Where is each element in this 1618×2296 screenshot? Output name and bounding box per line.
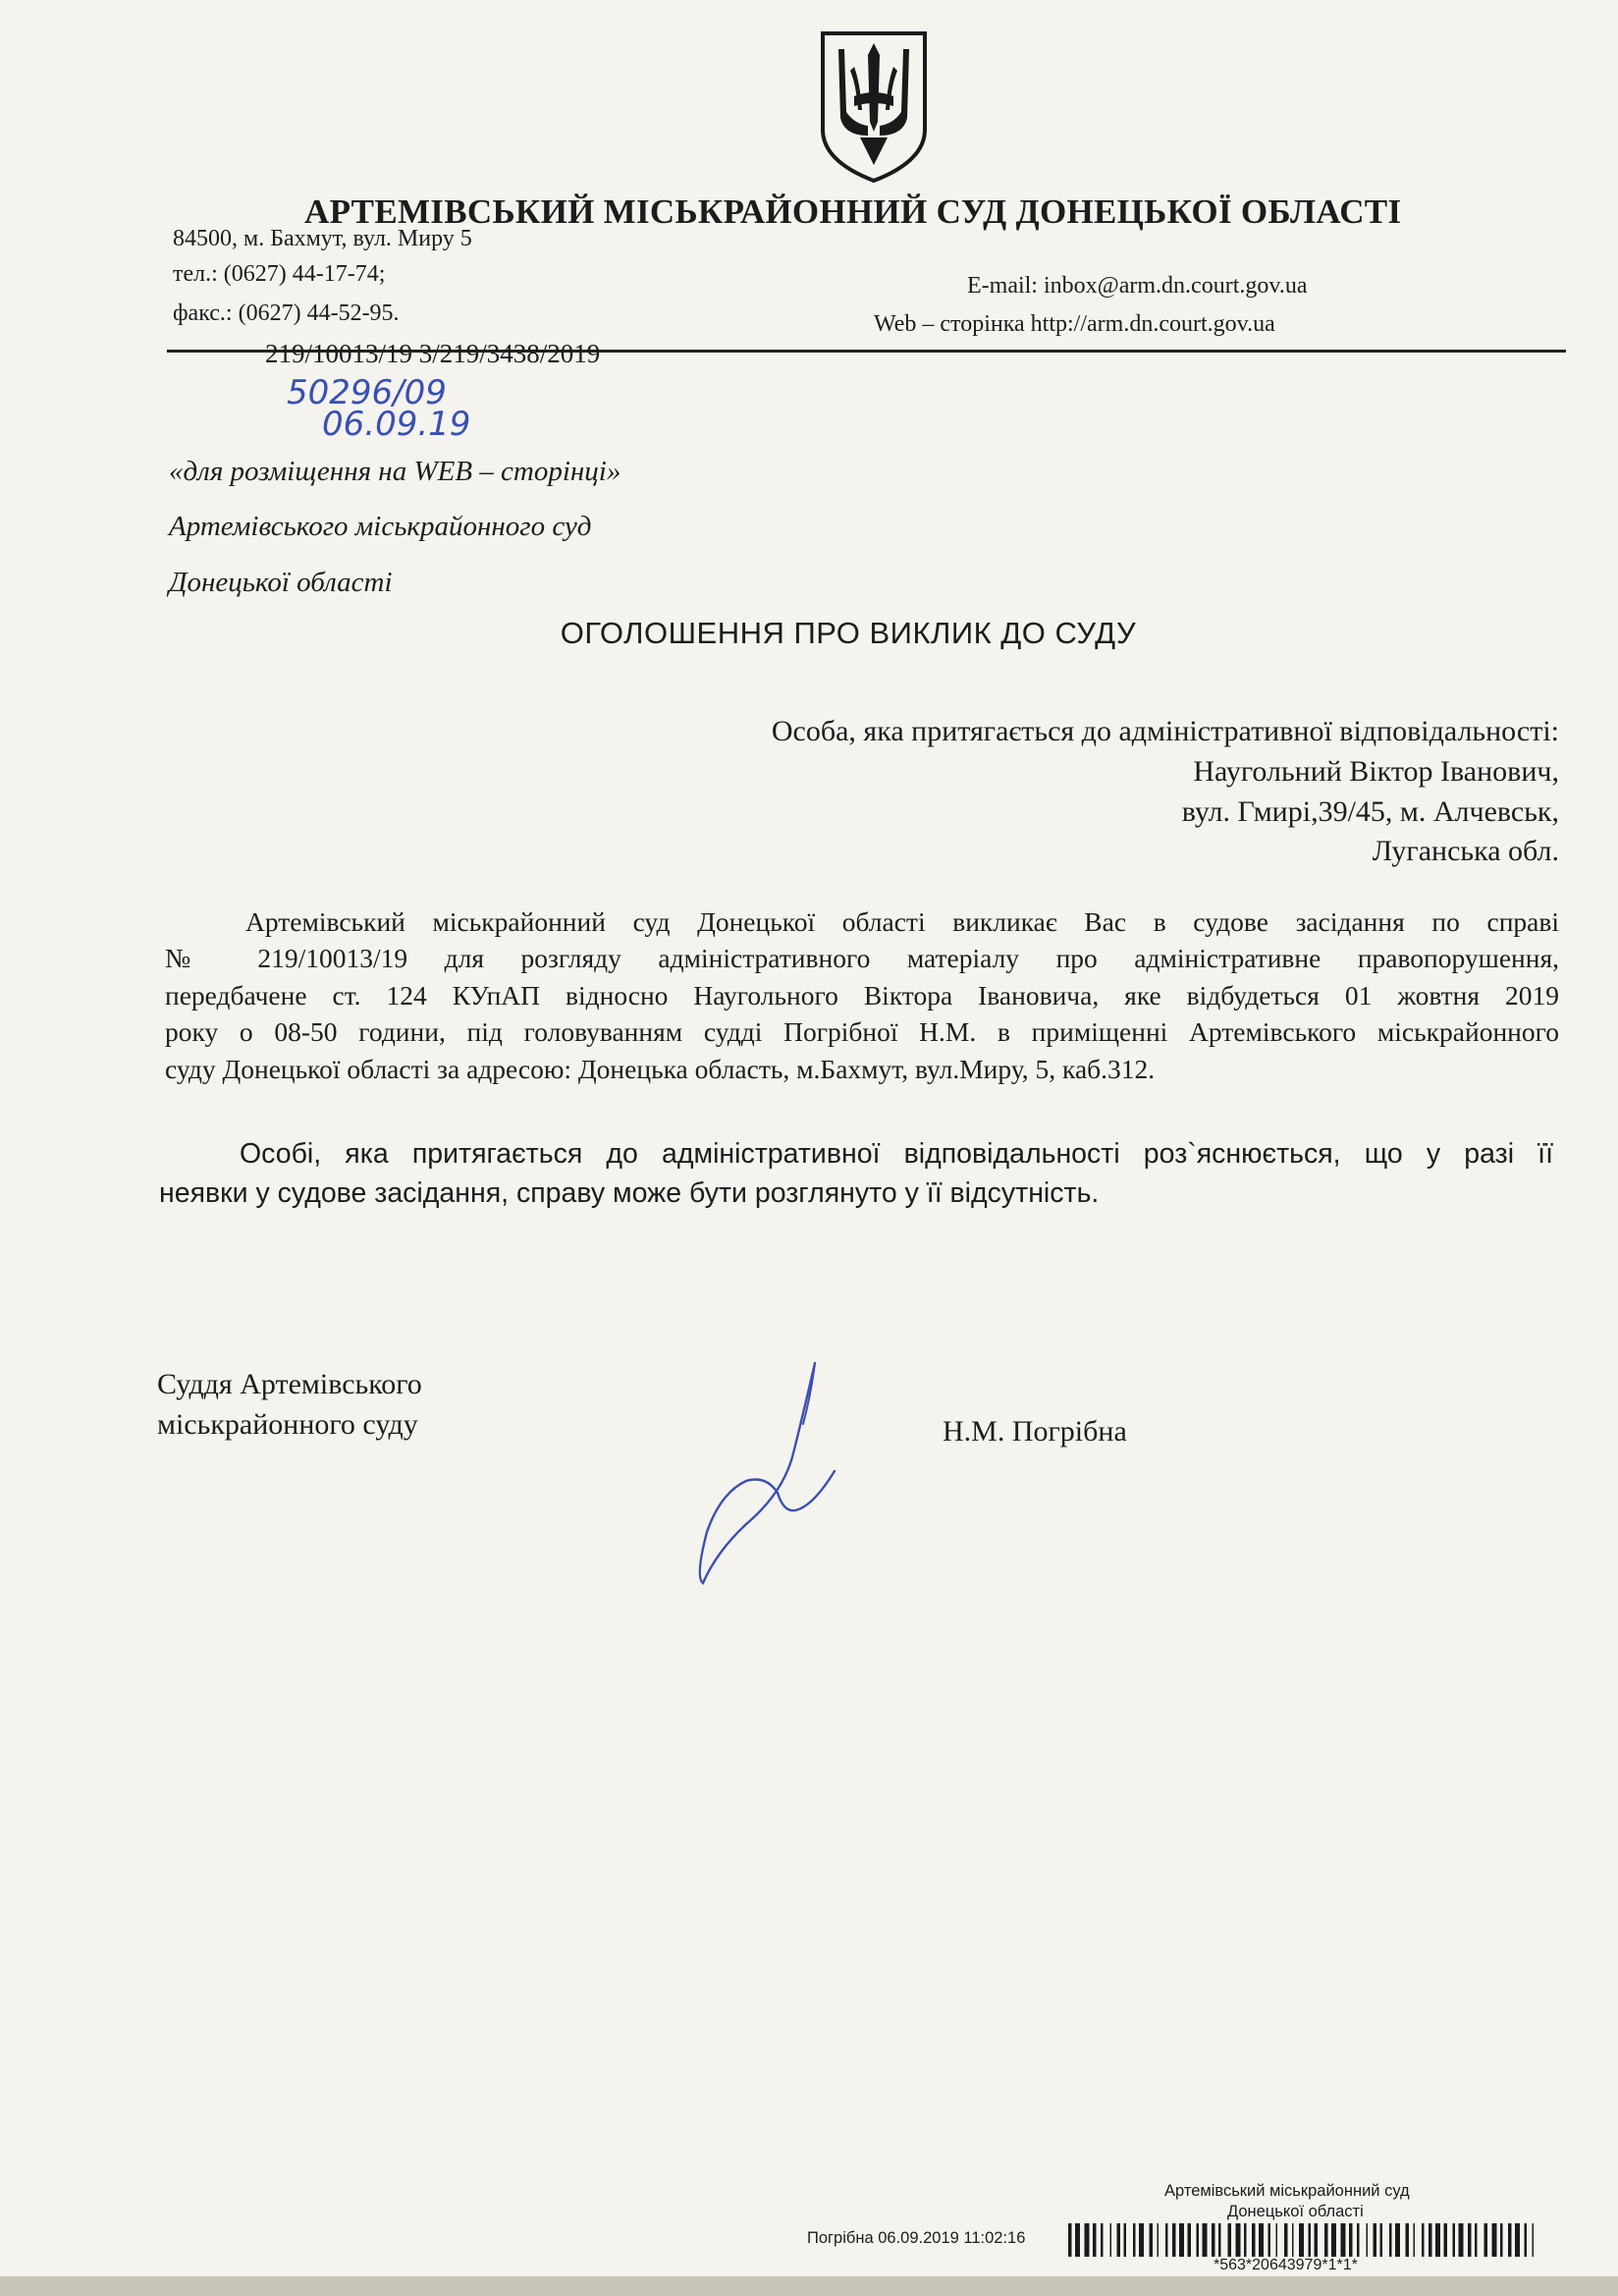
barcode-bar [1236,2223,1241,2257]
barcode-bar [1150,2223,1154,2257]
court-phone: тел.: (0627) 44-17-74; [173,261,386,287]
addressee-region: Луганська обл. [1372,835,1559,868]
judge-position [157,1365,422,1446]
stamp-region-line: Донецької області [1227,2203,1364,2220]
addressee-label: Особа, яка притягається до адміністративної відповідальності: [771,715,1559,747]
paragraph-line: суду Донецької області за адресою: Донецька область, м.Бахмут, вул.Миру, 5, каб.312. [165,1053,1156,1084]
barcode-bar [1158,2223,1160,2257]
paragraph-line: № 219/10013/19 для розгляду адміністративного матеріалу про адміністративне правопорушення, [165,943,1559,974]
paragraph-line: року о 08-50 години, під головуванням судді Погрібної Н.М. в приміщенні Артемівського міськрайонного [165,1016,1559,1048]
barcode-bar [1172,2223,1176,2257]
barcode-bar [1252,2223,1256,2257]
barcode-bar [1284,2223,1288,2257]
barcode-bar [1093,2223,1097,2257]
barcode-bar [1117,2223,1121,2257]
barcode-bar [1292,2223,1294,2257]
judge-position-line: Суддя Артемівського [157,1368,422,1400]
barcode-bar [1085,2223,1090,2257]
barcode-number: *563*20643979*1*1* [1214,2257,1358,2273]
barcode-bar [1212,2223,1215,2257]
paragraph-line: неявки у судове засідання, справу може бути розглянуто у її відсутність. [159,1177,1100,1210]
barcode-bar [1349,2223,1353,2257]
paragraph-line: Особі, яка притягається до адміністративної відповідальності роз`яснюється, що у разі її [240,1138,1553,1170]
barcode-bar [1374,2223,1377,2257]
barcode-bar [1357,2223,1360,2257]
barcode-icon [1068,2223,1541,2257]
barcode-bar [1331,2223,1336,2257]
barcode-bar [1484,2223,1488,2257]
barcode-bar [1299,2223,1304,2257]
paragraph-line: передбачене ст. 124 КУпАП відносно Наугольного Віктора Івановича, яке відбудеться 01 жовтня 2019 [165,979,1559,1011]
barcode-bar [1075,2223,1080,2257]
addressee-name: Наугольний Віктор Іванович, [1193,754,1559,788]
handwritten-signature [687,1355,844,1591]
barcode-bar [1179,2223,1184,2257]
barcode-bar [1315,2223,1319,2257]
barcode-bar [1268,2223,1271,2257]
barcode-bar [1228,2223,1232,2257]
barcode-bar [1341,2223,1346,2257]
stamp-registration-info: Погрібна 06.09.2019 11:02:16 [807,2229,1026,2247]
judge-position-line: міськрайонного суду [157,1407,418,1441]
barcode-bar [1435,2223,1440,2257]
barcode-bar [1429,2223,1432,2257]
barcode-bar [1203,2223,1208,2257]
barcode-bar [1525,2223,1528,2257]
barcode-bar [1197,2223,1200,2257]
court-website[interactable]: Web – сторінка http://arm.dn.court.gov.ua [874,311,1275,337]
addressee-block [772,712,1559,872]
barcode-bar [1133,2223,1136,2257]
barcode-bar [1276,2223,1278,2257]
court-address: 84500, м. Бахмут, вул. Миру 5 [173,226,472,251]
notice-title: ОГОЛОШЕННЯ ПРО ВИКЛИК ДО СУДУ [560,616,1137,650]
handwritten-registration-date: 06.09.19 [322,405,471,444]
barcode-bar [1422,2223,1425,2257]
coat-of-arms-icon [815,27,933,185]
court-email[interactable]: E-mail: inbox@arm.dn.court.gov.ua [967,273,1308,299]
placement-court: Артемівського міськрайонного суд [169,511,592,542]
stamp-court-line: Артемівський міськрайонний суд [1164,2182,1410,2200]
barcode-bar [1068,2223,1072,2257]
barcode-bar [1218,2223,1221,2257]
barcode-bar [1188,2223,1192,2257]
barcode-bar [1139,2223,1144,2257]
barcode-bar [1259,2223,1264,2257]
court-fax: факс.: (0627) 44-52-95. [173,301,400,326]
paragraph-line: Артемівський міськрайонний суд Донецької області викликає Вас в судове засідання по справі [245,906,1559,937]
barcode-bar [1309,2223,1312,2257]
barcode-bar [1110,2223,1112,2257]
barcode-bar [1533,2223,1535,2257]
court-name: АРТЕМІВСЬКИЙ МІСЬКРАЙОННИЙ СУД ДОНЕЦЬКОЇ ОБЛАСТІ [304,192,1402,231]
barcode-bar [1395,2223,1400,2257]
barcode-bar [1101,2223,1104,2257]
barcode-bar [1492,2223,1497,2257]
barcode-bar [1468,2223,1472,2257]
barcode-bar [1380,2223,1383,2257]
addressee-street: вул. Гмирі,39/45, м. Алчевськ, [1181,794,1559,828]
placement-note: «для розміщення на WEB – сторінці» [169,456,621,487]
barcode-bar [1414,2223,1416,2257]
barcode-bar [1459,2223,1464,2257]
barcode-bar [1508,2223,1512,2257]
barcode-bar [1444,2223,1448,2257]
case-reference-numbers: 219/10013/19 3/219/3438/2019 [265,339,601,368]
barcode-bar [1500,2223,1503,2257]
barcode-bar [1389,2223,1392,2257]
barcode-bar [1515,2223,1520,2257]
barcode-bar [1453,2223,1456,2257]
scan-edge [0,2276,1618,2296]
judge-name: Н.М. Погрібна [943,1415,1127,1448]
barcode-bar [1244,2223,1247,2257]
handwritten-registration-number: 50296/09 [287,373,447,412]
barcode-bar [1165,2223,1168,2257]
barcode-bar [1475,2223,1478,2257]
barcode-bar [1324,2223,1328,2257]
barcode-bar [1406,2223,1410,2257]
absence-notice-paragraph [159,1134,1553,1214]
barcode-bar [1124,2223,1127,2257]
summons-paragraph [165,903,1559,1087]
barcode-bar [1367,2223,1369,2257]
placement-region: Донецької області [169,567,393,598]
